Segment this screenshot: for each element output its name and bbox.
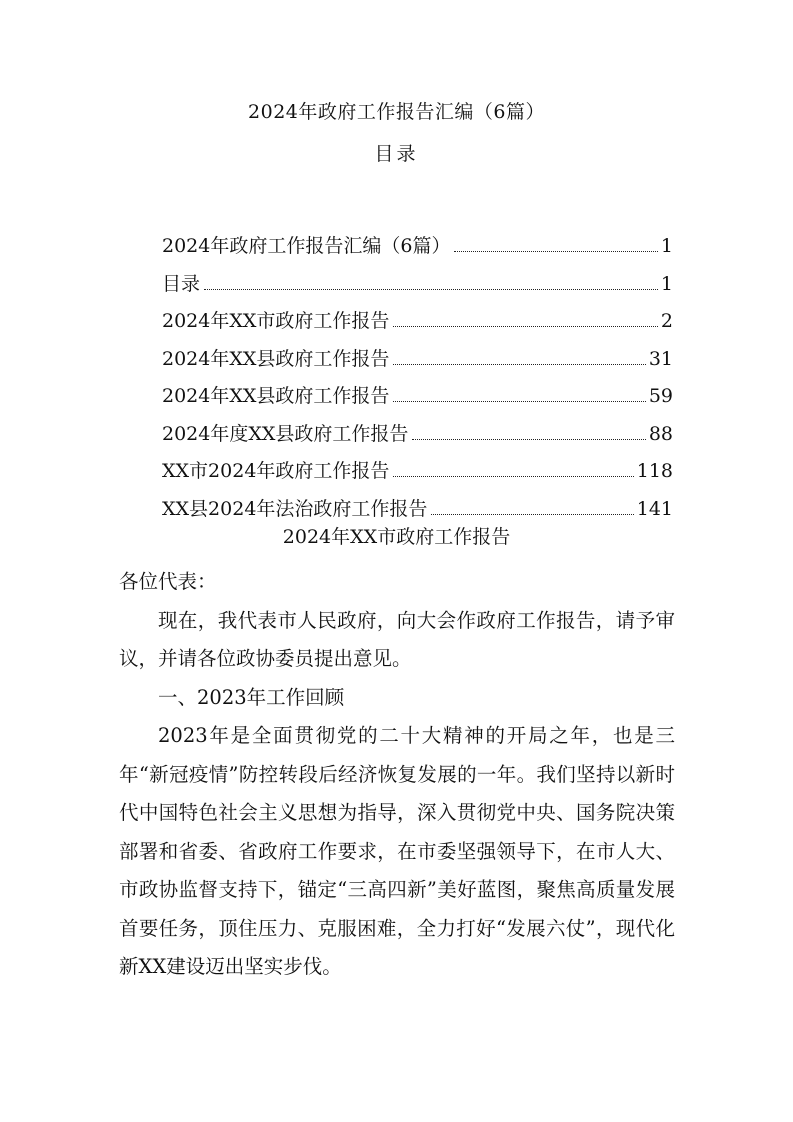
toc-entry[interactable] [162, 420, 673, 458]
toc-entry-title: XX市2024年政府工作报告 [162, 460, 390, 482]
body-paragraph: 现在，我代表市人民政府，向大会作政府工作报告，请予审议，并请各位政协委员提出意见。 [119, 608, 675, 670]
toc-leader-dots [393, 401, 645, 402]
salutation: 各位代表： [119, 570, 217, 593]
toc-entry-page: 2 [660, 310, 673, 332]
toc-entry-page: 141 [636, 497, 673, 520]
toc-entry-page: 1 [660, 235, 673, 257]
subsection-heading: 一、2023年工作回顾 [158, 685, 345, 709]
toc-entry-title: 2024年度XX县政府工作报告 [162, 422, 409, 445]
toc-entry[interactable] [162, 382, 673, 420]
table-of-contents [162, 232, 673, 532]
toc-entry-title: 2024年XX市政府工作报告 [162, 310, 390, 332]
toc-entry-page: 118 [636, 460, 673, 482]
toc-entry-title: 目录 [162, 272, 201, 295]
toc-entry-page: 31 [648, 347, 673, 370]
toc-entry-title: 2024年政府工作报告汇编（6篇） [162, 235, 451, 257]
toc-leader-dots [431, 514, 633, 515]
toc-leader-dots [393, 364, 645, 365]
toc-entry[interactable] [162, 270, 673, 308]
toc-leader-dots [412, 439, 645, 440]
toc-leader-dots [393, 326, 657, 327]
section-title: 2024年XX市政府工作报告 [282, 526, 511, 548]
toc-entry-page: 59 [648, 385, 673, 407]
toc-leader-dots [204, 289, 658, 290]
toc-entry-page: 1 [660, 272, 673, 295]
document-title: 2024年政府工作报告汇编（6篇） [248, 101, 545, 123]
toc-entry-title: 2024年XX县政府工作报告 [162, 347, 390, 370]
toc-entry-title: 2024年XX县政府工作报告 [162, 385, 390, 407]
toc-entry-title: XX县2024年法治政府工作报告 [162, 497, 428, 520]
body-paragraph: 2023年是全面贯彻党的二十大精神的开局之年，也是三年“新冠疫情”防控转段后经济恢复发展的一年。我们坚持以新时代中国特色社会主义思想为指导，深入贯彻党中央、国务院决策部署和省委、省政府工作要求，在市委坚强领导下，在市人大、市政协监督支持下，锚定“三高四新”美好蓝图，聚焦高质量发展首要任务，顶住压力、克服困难，全力打好“发展六仗”，现代化新XX建设迈出坚实步伐。 [119, 724, 675, 978]
toc-entry[interactable] [162, 457, 673, 495]
toc-entry[interactable] [162, 307, 673, 345]
report-body [119, 563, 675, 987]
toc-entry[interactable] [162, 232, 673, 270]
toc-leader-dots [454, 251, 657, 252]
toc-leader-dots [393, 476, 633, 477]
toc-entry[interactable] [162, 345, 673, 383]
toc-entry-page: 88 [648, 422, 673, 445]
toc-heading: 目录 [374, 143, 419, 165]
